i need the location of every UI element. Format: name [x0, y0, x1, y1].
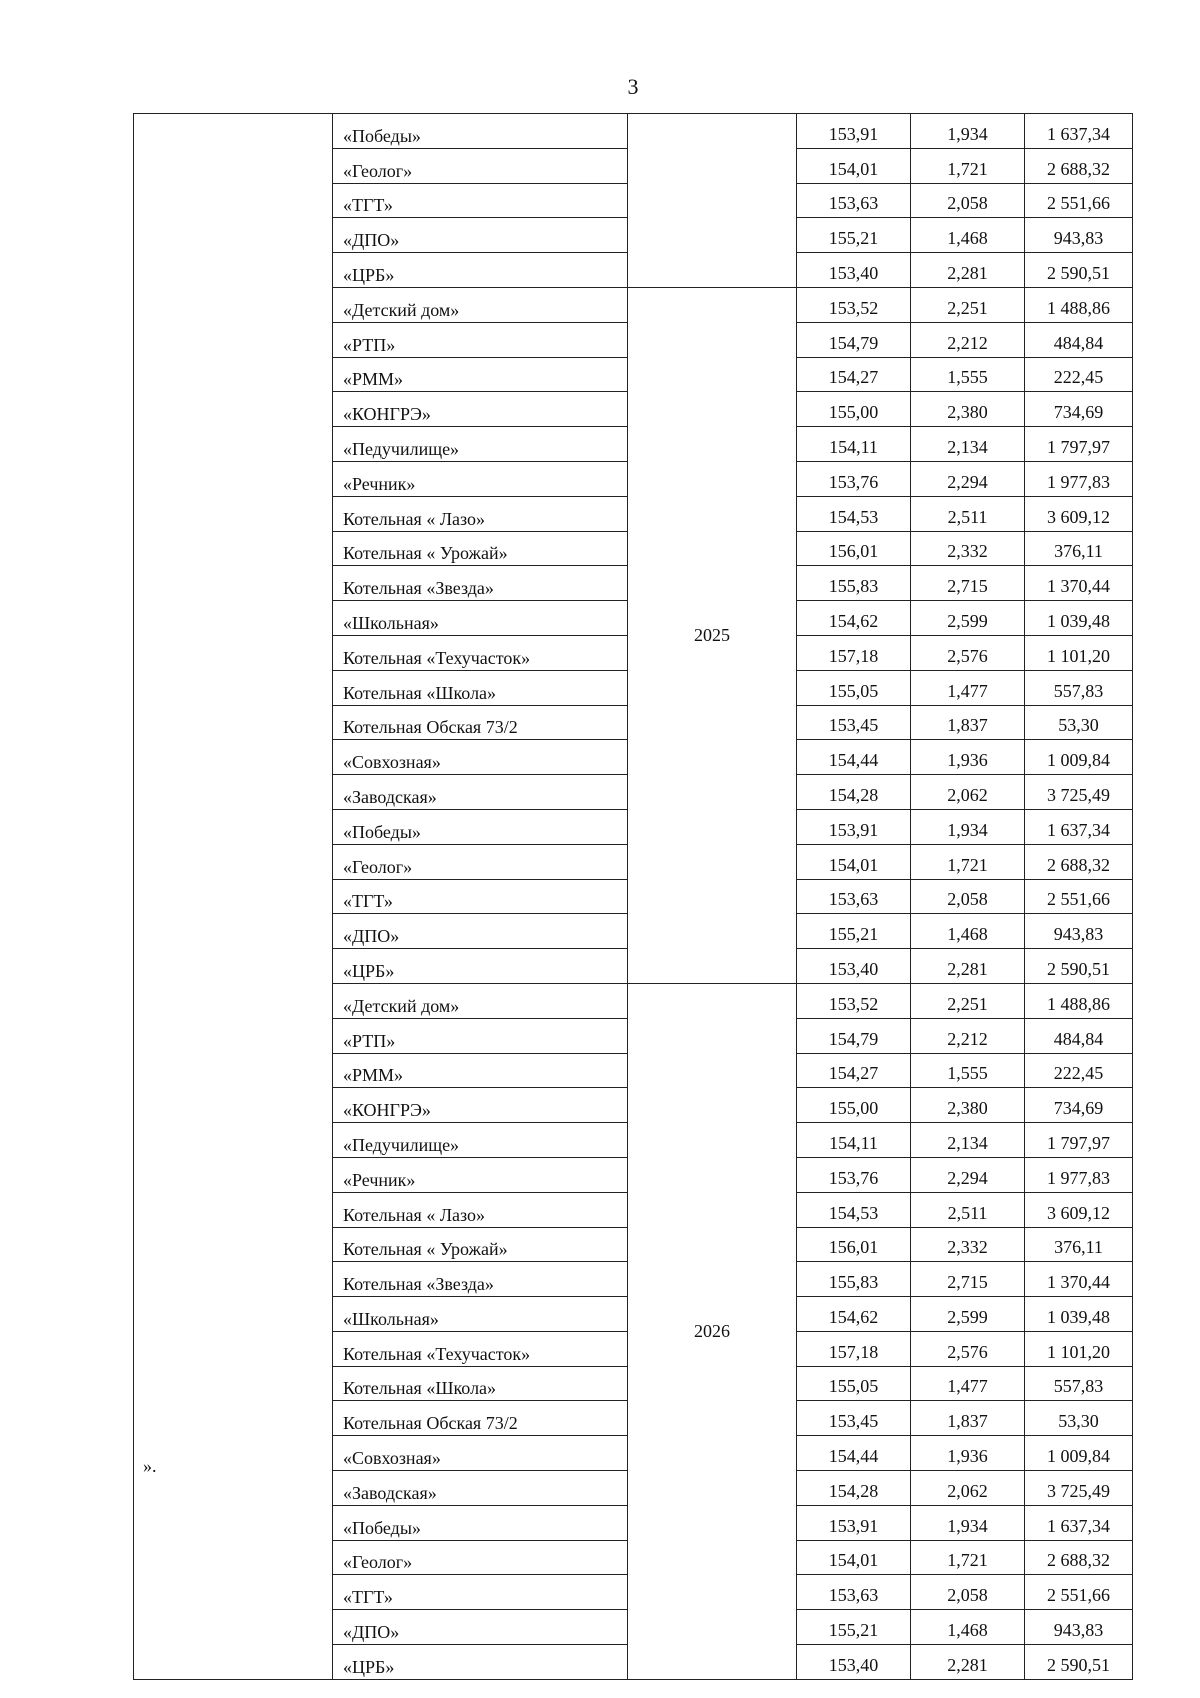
value-cell-v1: 154,44 [797, 740, 911, 775]
tariff-table-body [134, 114, 1133, 1680]
boiler-name-cell: «ДПО» [333, 218, 628, 253]
value-cell-v2: 2,294 [911, 461, 1025, 496]
value-cell-v2: 2,062 [911, 775, 1025, 810]
boiler-name-cell: Котельная «Техучасток» [333, 1331, 628, 1366]
value-cell-v2: 2,134 [911, 1123, 1025, 1158]
value-cell-v3: 734,69 [1025, 392, 1133, 427]
value-cell-v3: 1 488,86 [1025, 983, 1133, 1018]
value-cell-v1: 156,01 [797, 531, 911, 566]
value-cell-v3: 1 101,20 [1025, 1331, 1133, 1366]
value-cell-v3: 2 688,32 [1025, 844, 1133, 879]
value-cell-v3: 1 488,86 [1025, 287, 1133, 322]
boiler-name-cell: «Геолог» [333, 1540, 628, 1575]
boiler-name-cell: Котельная « Лазо» [333, 496, 628, 531]
boiler-name-cell: Котельная Обская 73/2 [333, 1401, 628, 1436]
value-cell-v3: 2 590,51 [1025, 949, 1133, 984]
value-cell-v2: 2,281 [911, 253, 1025, 288]
boiler-name-cell: «ТГТ» [333, 1575, 628, 1610]
value-cell-v3: 1 977,83 [1025, 1157, 1133, 1192]
boiler-name-cell: «КОНГРЭ» [333, 1088, 628, 1123]
value-cell-v2: 2,294 [911, 1157, 1025, 1192]
boiler-name-cell: «ЦРБ» [333, 1645, 628, 1680]
value-cell-v1: 154,28 [797, 775, 911, 810]
boiler-name-cell: «ЦРБ» [333, 253, 628, 288]
value-cell-v2: 2,281 [911, 949, 1025, 984]
value-cell-v3: 1 797,97 [1025, 427, 1133, 462]
value-cell-v1: 153,40 [797, 253, 911, 288]
value-cell-v3: 376,11 [1025, 1227, 1133, 1262]
boiler-name-cell: «ДПО» [333, 914, 628, 949]
value-cell-v1: 154,01 [797, 1540, 911, 1575]
value-cell-v1: 155,05 [797, 670, 911, 705]
value-cell-v2: 2,058 [911, 1575, 1025, 1610]
value-cell-v2: 2,576 [911, 635, 1025, 670]
boiler-name-cell: «РТП» [333, 1018, 628, 1053]
value-cell-v1: 155,00 [797, 1088, 911, 1123]
value-cell-v1: 153,63 [797, 1575, 911, 1610]
value-cell-v3: 2 590,51 [1025, 1645, 1133, 1680]
boiler-name-cell: «ТГТ» [333, 879, 628, 914]
value-cell-v1: 155,21 [797, 1610, 911, 1645]
value-cell-v2: 2,511 [911, 496, 1025, 531]
value-cell-v3: 1 637,34 [1025, 1505, 1133, 1540]
value-cell-v1: 157,18 [797, 1331, 911, 1366]
boiler-name-cell: «Заводская» [333, 1471, 628, 1506]
tariff-table [133, 113, 1133, 1680]
value-cell-v3: 53,30 [1025, 705, 1133, 740]
value-cell-v3: 376,11 [1025, 531, 1133, 566]
value-cell-v3: 1 009,84 [1025, 740, 1133, 775]
boiler-name-cell: «Школьная» [333, 601, 628, 636]
value-cell-v1: 153,45 [797, 705, 911, 740]
value-cell-v1: 155,83 [797, 1262, 911, 1297]
value-cell-v2: 2,380 [911, 1088, 1025, 1123]
value-cell-v1: 153,52 [797, 983, 911, 1018]
boiler-name-cell: «Совхозная» [333, 740, 628, 775]
value-cell-v3: 943,83 [1025, 218, 1133, 253]
value-cell-v1: 154,79 [797, 1018, 911, 1053]
value-cell-v1: 154,53 [797, 496, 911, 531]
value-cell-v2: 1,721 [911, 148, 1025, 183]
value-cell-v1: 154,11 [797, 1123, 911, 1158]
value-cell-v3: 1 101,20 [1025, 635, 1133, 670]
boiler-name-cell: Котельная « Урожай» [333, 1227, 628, 1262]
value-cell-v1: 154,11 [797, 427, 911, 462]
value-cell-v3: 734,69 [1025, 1088, 1133, 1123]
value-cell-v2: 1,934 [911, 1505, 1025, 1540]
value-cell-v2: 2,511 [911, 1192, 1025, 1227]
value-cell-v1: 154,01 [797, 844, 911, 879]
value-cell-v2: 2,251 [911, 287, 1025, 322]
value-cell-v2: 2,332 [911, 531, 1025, 566]
value-cell-v1: 155,05 [797, 1366, 911, 1401]
value-cell-v1: 155,83 [797, 566, 911, 601]
value-cell-v3: 53,30 [1025, 1401, 1133, 1436]
value-cell-v2: 1,721 [911, 844, 1025, 879]
value-cell-v1: 156,01 [797, 1227, 911, 1262]
value-cell-v2: 2,715 [911, 1262, 1025, 1297]
boiler-name-cell: Котельная Обская 73/2 [333, 705, 628, 740]
page-number: 3 [627, 74, 639, 99]
boiler-name-cell: «Детский дом» [333, 287, 628, 322]
value-cell-v2: 1,837 [911, 1401, 1025, 1436]
value-cell-v2: 2,599 [911, 601, 1025, 636]
value-cell-v3: 1 039,48 [1025, 601, 1133, 636]
value-cell-v3: 1 009,84 [1025, 1436, 1133, 1471]
year-cell: 2025 [628, 287, 797, 983]
blank-first-column [134, 114, 333, 1680]
value-cell-v3: 222,45 [1025, 357, 1133, 392]
boiler-name-cell: «КОНГРЭ» [333, 392, 628, 427]
boiler-name-cell: «Геолог» [333, 844, 628, 879]
value-cell-v2: 2,058 [911, 879, 1025, 914]
value-cell-v1: 153,91 [797, 1505, 911, 1540]
value-cell-v1: 157,18 [797, 635, 911, 670]
value-cell-v1: 153,91 [797, 114, 911, 149]
value-cell-v3: 2 551,66 [1025, 183, 1133, 218]
value-cell-v2: 1,468 [911, 914, 1025, 949]
boiler-name-cell: «Педучилище» [333, 1123, 628, 1158]
value-cell-v2: 2,212 [911, 1018, 1025, 1053]
value-cell-v3: 484,84 [1025, 322, 1133, 357]
boiler-name-cell: Котельная «Школа» [333, 1366, 628, 1401]
year-cell [628, 114, 797, 288]
value-cell-v2: 1,477 [911, 1366, 1025, 1401]
closing-mark: ». [143, 1456, 157, 1476]
value-cell-v3: 1 637,34 [1025, 114, 1133, 149]
value-cell-v1: 153,40 [797, 949, 911, 984]
value-cell-v3: 484,84 [1025, 1018, 1133, 1053]
boiler-name-cell: «РММ» [333, 1053, 628, 1088]
value-cell-v3: 2 551,66 [1025, 879, 1133, 914]
value-cell-v3: 3 609,12 [1025, 496, 1133, 531]
value-cell-v3: 1 797,97 [1025, 1123, 1133, 1158]
value-cell-v1: 154,79 [797, 322, 911, 357]
value-cell-v2: 2,281 [911, 1645, 1025, 1680]
value-cell-v2: 2,058 [911, 183, 1025, 218]
value-cell-v3: 222,45 [1025, 1053, 1133, 1088]
year-cell: 2026 [628, 983, 797, 1679]
value-cell-v2: 2,212 [911, 322, 1025, 357]
value-cell-v3: 1 370,44 [1025, 566, 1133, 601]
value-cell-v2: 1,555 [911, 1053, 1025, 1088]
value-cell-v2: 2,134 [911, 427, 1025, 462]
value-cell-v3: 1 039,48 [1025, 1297, 1133, 1332]
value-cell-v2: 2,599 [911, 1297, 1025, 1332]
boiler-name-cell: «РММ» [333, 357, 628, 392]
value-cell-v3: 1 370,44 [1025, 1262, 1133, 1297]
boiler-name-cell: «Победы» [333, 1505, 628, 1540]
boiler-name-cell: «РТП» [333, 322, 628, 357]
boiler-name-cell: «Геолог» [333, 148, 628, 183]
value-cell-v2: 2,576 [911, 1331, 1025, 1366]
value-cell-v3: 3 725,49 [1025, 1471, 1133, 1506]
boiler-name-cell: «Победы» [333, 114, 628, 149]
value-cell-v2: 2,380 [911, 392, 1025, 427]
value-cell-v3: 2 590,51 [1025, 253, 1133, 288]
boiler-name-cell: «Совхозная» [333, 1436, 628, 1471]
value-cell-v2: 1,837 [911, 705, 1025, 740]
value-cell-v2: 2,332 [911, 1227, 1025, 1262]
value-cell-v3: 943,83 [1025, 1610, 1133, 1645]
boiler-name-cell: Котельная «Звезда» [333, 1262, 628, 1297]
value-cell-v1: 154,27 [797, 357, 911, 392]
boiler-name-cell: Котельная « Урожай» [333, 531, 628, 566]
value-cell-v1: 155,21 [797, 218, 911, 253]
value-cell-v3: 2 688,32 [1025, 148, 1133, 183]
value-cell-v1: 153,76 [797, 461, 911, 496]
boiler-name-cell: «Речник» [333, 1157, 628, 1192]
boiler-name-cell: Котельная «Техучасток» [333, 635, 628, 670]
value-cell-v1: 153,45 [797, 1401, 911, 1436]
value-cell-v1: 155,21 [797, 914, 911, 949]
boiler-name-cell: «Педучилище» [333, 427, 628, 462]
value-cell-v3: 943,83 [1025, 914, 1133, 949]
boiler-name-cell: Котельная « Лазо» [333, 1192, 628, 1227]
value-cell-v1: 153,40 [797, 1645, 911, 1680]
value-cell-v1: 154,62 [797, 1297, 911, 1332]
boiler-name-cell: «ЦРБ» [333, 949, 628, 984]
table-row [134, 114, 1133, 149]
value-cell-v2: 1,555 [911, 357, 1025, 392]
value-cell-v1: 154,27 [797, 1053, 911, 1088]
value-cell-v2: 1,468 [911, 1610, 1025, 1645]
value-cell-v1: 153,52 [797, 287, 911, 322]
value-cell-v1: 153,63 [797, 183, 911, 218]
value-cell-v3: 1 637,34 [1025, 809, 1133, 844]
boiler-name-cell: «Школьная» [333, 1297, 628, 1332]
value-cell-v3: 2 688,32 [1025, 1540, 1133, 1575]
value-cell-v1: 154,28 [797, 1471, 911, 1506]
value-cell-v3: 2 551,66 [1025, 1575, 1133, 1610]
value-cell-v1: 154,62 [797, 601, 911, 636]
value-cell-v1: 154,53 [797, 1192, 911, 1227]
value-cell-v1: 154,01 [797, 148, 911, 183]
boiler-name-cell: «Детский дом» [333, 983, 628, 1018]
value-cell-v2: 1,934 [911, 114, 1025, 149]
boiler-name-cell: «Заводская» [333, 775, 628, 810]
value-cell-v1: 153,63 [797, 879, 911, 914]
boiler-name-cell: «ТГТ» [333, 183, 628, 218]
value-cell-v3: 3 725,49 [1025, 775, 1133, 810]
boiler-name-cell: «Речник» [333, 461, 628, 496]
value-cell-v1: 154,44 [797, 1436, 911, 1471]
value-cell-v2: 2,251 [911, 983, 1025, 1018]
value-cell-v3: 3 609,12 [1025, 1192, 1133, 1227]
value-cell-v2: 1,721 [911, 1540, 1025, 1575]
boiler-name-cell: Котельная «Школа» [333, 670, 628, 705]
value-cell-v2: 1,936 [911, 1436, 1025, 1471]
boiler-name-cell: «Победы» [333, 809, 628, 844]
value-cell-v1: 153,91 [797, 809, 911, 844]
value-cell-v2: 1,936 [911, 740, 1025, 775]
value-cell-v2: 1,934 [911, 809, 1025, 844]
boiler-name-cell: «ДПО» [333, 1610, 628, 1645]
value-cell-v3: 557,83 [1025, 670, 1133, 705]
value-cell-v2: 2,715 [911, 566, 1025, 601]
value-cell-v2: 1,468 [911, 218, 1025, 253]
value-cell-v1: 153,76 [797, 1157, 911, 1192]
value-cell-v2: 1,477 [911, 670, 1025, 705]
boiler-name-cell: Котельная «Звезда» [333, 566, 628, 601]
value-cell-v1: 155,00 [797, 392, 911, 427]
value-cell-v2: 2,062 [911, 1471, 1025, 1506]
value-cell-v3: 1 977,83 [1025, 461, 1133, 496]
value-cell-v3: 557,83 [1025, 1366, 1133, 1401]
